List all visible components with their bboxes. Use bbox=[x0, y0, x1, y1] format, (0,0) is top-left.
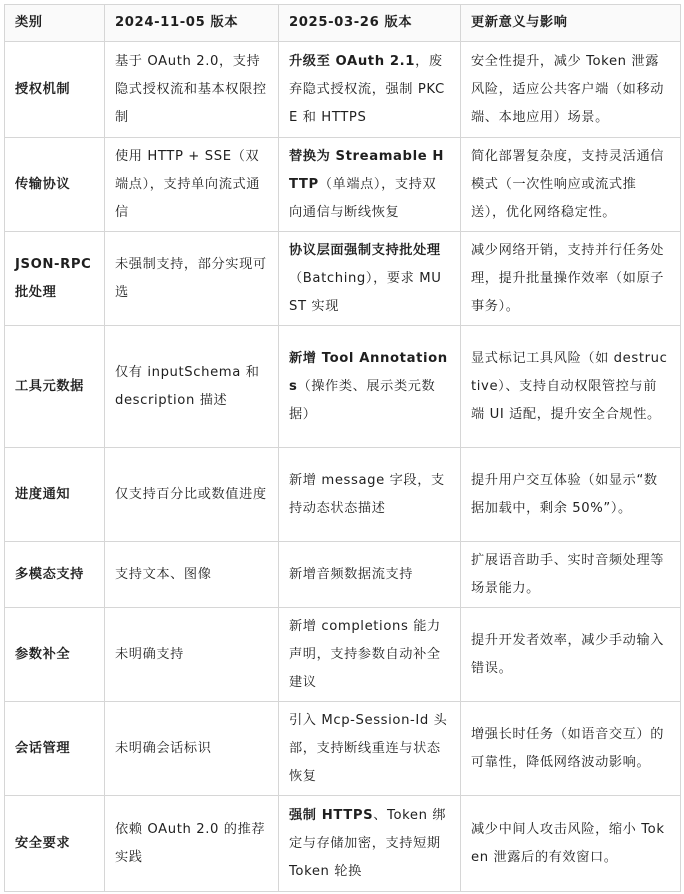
impact-cell: 显式标记工具风险（如 destructive）、支持自动权限管控与前端 UI 适配，提升安全合规性。 bbox=[461, 326, 681, 448]
old-version-cell: 未明确会话标识 bbox=[105, 702, 279, 796]
new-version-text: 引入 Mcp-Session-Id 头部，支持断线重连与状态恢复 bbox=[289, 712, 448, 784]
category-cell: 传输协议 bbox=[5, 138, 105, 232]
old-version-cell: 仅有 inputSchema 和 description 描述 bbox=[105, 326, 279, 448]
old-version-cell: 支持文本、图像 bbox=[105, 542, 279, 608]
header-impact: 更新意义与影响 bbox=[461, 5, 681, 42]
impact-cell: 提升用户交互体验（如显示“数据加载中，剩余 50%”）。 bbox=[461, 448, 681, 542]
new-version-text: 新增音频数据流支持 bbox=[289, 566, 414, 582]
old-version-cell: 未强制支持，部分实现可选 bbox=[105, 232, 279, 326]
table-row bbox=[5, 138, 681, 232]
new-version-cell bbox=[279, 42, 461, 138]
header-new-version: 2025-03-26 版本 bbox=[279, 5, 461, 42]
new-version-text: （单端点），支持双向通信与断线恢复 bbox=[289, 176, 437, 220]
new-version-text: 、Token 绑定与存储加密，支持短期 Token 轮换 bbox=[289, 807, 447, 879]
comparison-table bbox=[4, 4, 681, 892]
new-version-text: （Batching），要求 MUST 实现 bbox=[289, 270, 442, 314]
impact-cell: 提升开发者效率，减少手动输入错误。 bbox=[461, 608, 681, 702]
new-version-cell bbox=[279, 138, 461, 232]
table-row bbox=[5, 326, 681, 448]
comparison-table-container bbox=[4, 4, 680, 890]
header-old-version: 2024-11-05 版本 bbox=[105, 5, 279, 42]
impact-cell: 安全性提升，减少 Token 泄露风险，适应公共客户端（如移动端、本地应用）场景。 bbox=[461, 42, 681, 138]
header-row bbox=[5, 5, 681, 42]
new-version-text: ，废弃隐式授权流，强制 PKCE 和 HTTPS bbox=[289, 53, 445, 125]
table-row bbox=[5, 542, 681, 608]
table-row bbox=[5, 448, 681, 542]
old-version-cell: 使用 HTTP + SSE（双端点），支持单向流式通信 bbox=[105, 138, 279, 232]
new-version-cell bbox=[279, 702, 461, 796]
new-version-cell bbox=[279, 448, 461, 542]
new-version-highlight: 替换为 Streamable HTTP bbox=[289, 148, 445, 192]
new-version-highlight: 协议层面强制支持批处理 bbox=[289, 242, 441, 258]
category-cell: 安全要求 bbox=[5, 796, 105, 892]
category-cell: 参数补全 bbox=[5, 608, 105, 702]
impact-cell: 减少中间人攻击风险，缩小 Token 泄露后的有效窗口。 bbox=[461, 796, 681, 892]
new-version-highlight: 升级至 OAuth 2.1 bbox=[289, 53, 416, 69]
impact-cell: 增强长时任务（如语音交互）的可靠性，降低网络波动影响。 bbox=[461, 702, 681, 796]
category-cell: JSON-RPC 批处理 bbox=[5, 232, 105, 326]
category-cell: 多模态支持 bbox=[5, 542, 105, 608]
new-version-text: （操作类、展示类元数据） bbox=[289, 378, 436, 422]
old-version-cell: 依赖 OAuth 2.0 的推荐实践 bbox=[105, 796, 279, 892]
old-version-cell: 未明确支持 bbox=[105, 608, 279, 702]
new-version-text: 新增 message 字段，支持动态状态描述 bbox=[289, 472, 445, 516]
category-cell: 会话管理 bbox=[5, 702, 105, 796]
table-row bbox=[5, 702, 681, 796]
new-version-highlight: 强制 HTTPS bbox=[289, 807, 374, 823]
impact-cell: 减少网络开销，支持并行任务处理，提升批量操作效率（如原子事务）。 bbox=[461, 232, 681, 326]
new-version-cell bbox=[279, 542, 461, 608]
new-version-highlight: 新增 Tool Annotations bbox=[289, 350, 448, 394]
category-cell: 进度通知 bbox=[5, 448, 105, 542]
table-row bbox=[5, 42, 681, 138]
new-version-cell bbox=[279, 326, 461, 448]
category-cell: 授权机制 bbox=[5, 42, 105, 138]
new-version-cell bbox=[279, 608, 461, 702]
table-row bbox=[5, 608, 681, 702]
category-cell: 工具元数据 bbox=[5, 326, 105, 448]
header-category: 类别 bbox=[5, 5, 105, 42]
old-version-cell: 仅支持百分比或数值进度 bbox=[105, 448, 279, 542]
impact-cell: 扩展语音助手、实时音频处理等场景能力。 bbox=[461, 542, 681, 608]
new-version-text: 新增 completions 能力声明，支持参数自动补全建议 bbox=[289, 618, 441, 690]
impact-cell: 简化部署复杂度，支持灵活通信模式（一次性响应或流式推送），优化网络稳定性。 bbox=[461, 138, 681, 232]
old-version-cell: 基于 OAuth 2.0，支持隐式授权流和基本权限控制 bbox=[105, 42, 279, 138]
new-version-cell bbox=[279, 232, 461, 326]
new-version-cell bbox=[279, 796, 461, 892]
table-row bbox=[5, 232, 681, 326]
table-row bbox=[5, 796, 681, 892]
